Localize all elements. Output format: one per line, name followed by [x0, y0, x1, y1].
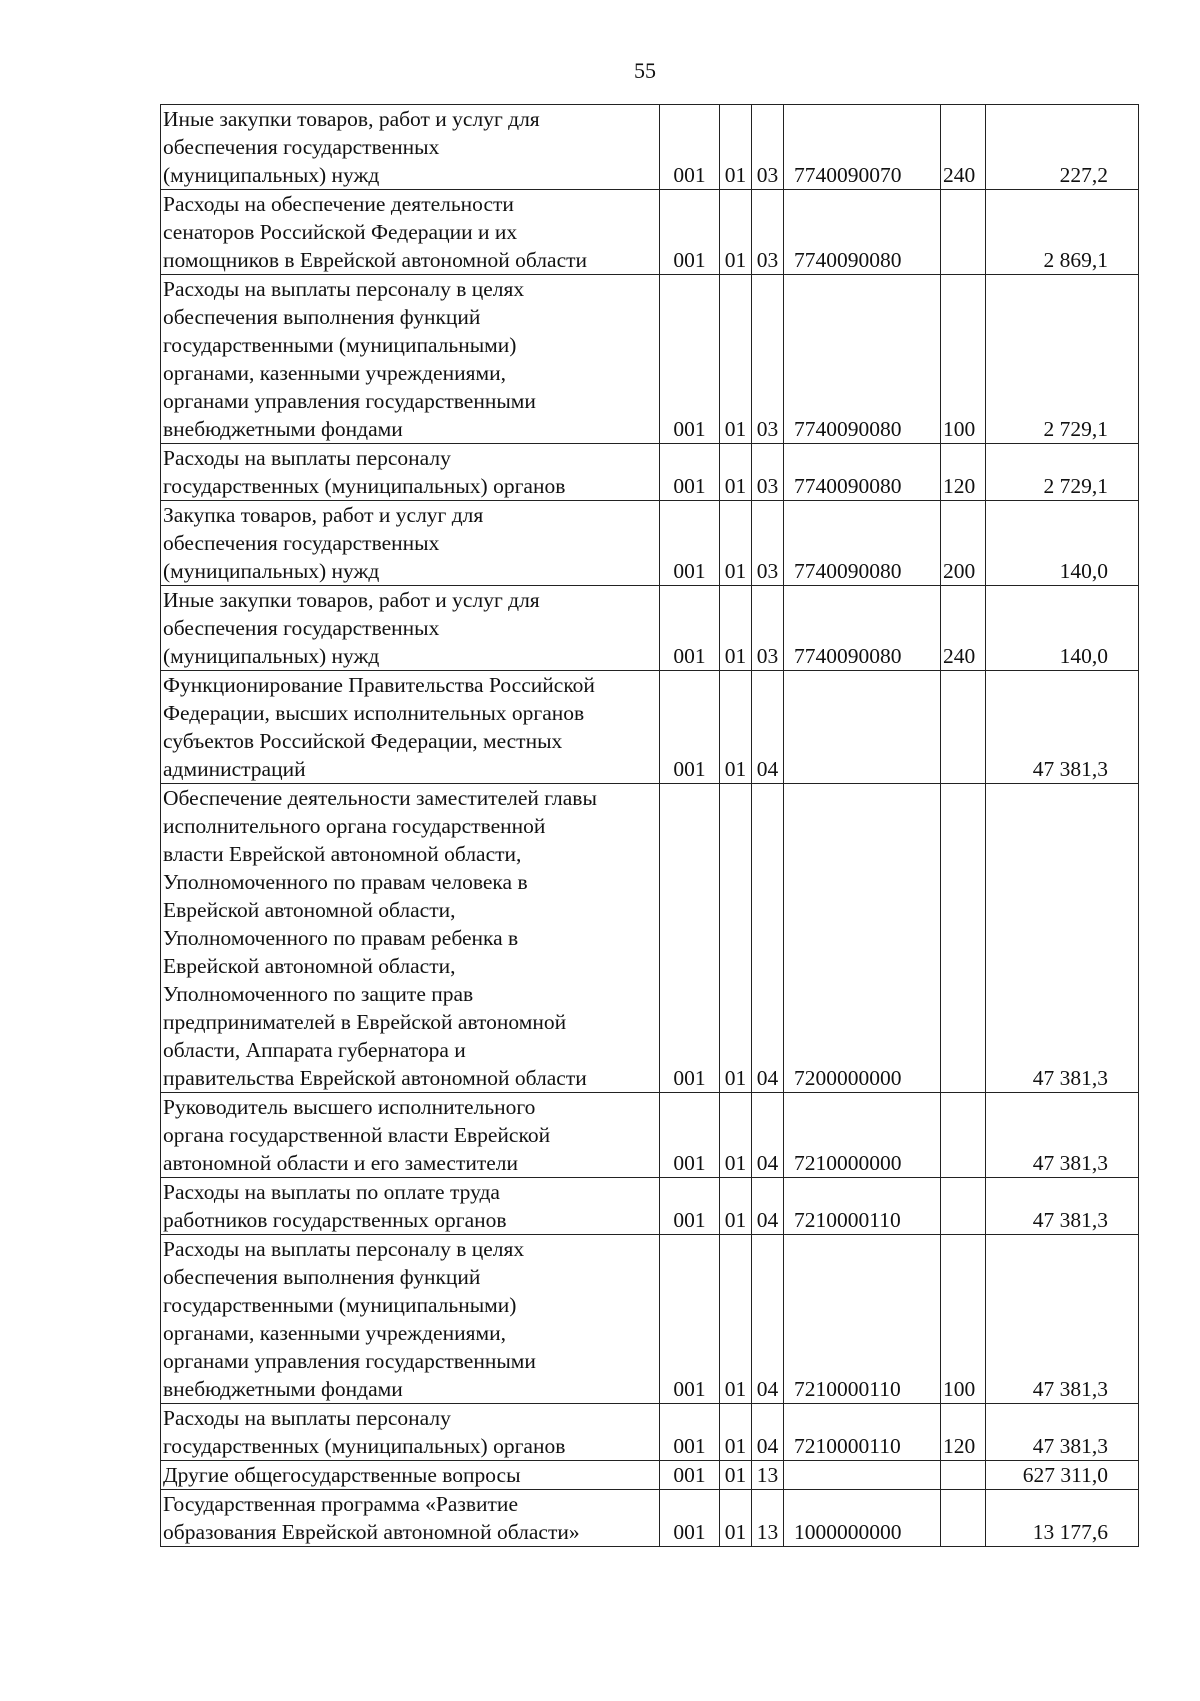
- expense-name-cell: [161, 586, 660, 671]
- grbs-code-cell: 001: [660, 105, 720, 190]
- amount-cell: 2 729,1: [986, 444, 1139, 501]
- expense-name-line: власти Еврейской автономной области,: [163, 842, 522, 866]
- table-row: [161, 1490, 1139, 1547]
- subsection-code-cell: 04: [752, 1093, 784, 1178]
- grbs-code-cell: 001: [660, 444, 720, 501]
- expense-name-line: обеспечения государственных: [163, 135, 440, 159]
- section-code-cell: 01: [720, 784, 752, 1093]
- amount-cell: 2 869,1: [986, 190, 1139, 275]
- target-article-cell: 7210000000: [784, 1093, 941, 1178]
- expense-name-line: правительства Еврейской автономной области: [163, 1066, 587, 1090]
- target-article-cell: 7210000110: [784, 1404, 941, 1461]
- expense-name-line: государственных (муниципальных) органов: [163, 1434, 566, 1458]
- expense-name-line: Функционирование Правительства Российской: [163, 673, 595, 697]
- subsection-code-cell: 04: [752, 1404, 784, 1461]
- expense-name-line: образования Еврейской автономной области»: [163, 1520, 580, 1544]
- subsection-code-cell: 03: [752, 275, 784, 444]
- target-article-cell: 7740090070: [784, 105, 941, 190]
- expense-type-cell: 100: [941, 275, 986, 444]
- expense-type-cell: [941, 1490, 986, 1547]
- section-code-cell: 01: [720, 1178, 752, 1235]
- expense-name-line: Расходы на выплаты по оплате труда: [163, 1180, 500, 1204]
- table-row: [161, 105, 1139, 190]
- expense-name-line: Государственная программа «Развитие: [163, 1492, 518, 1516]
- table-row: [161, 784, 1139, 1093]
- expense-type-cell: 100: [941, 1235, 986, 1404]
- amount-cell: 227,2: [986, 105, 1139, 190]
- expense-name-line: органами, казенными учреждениями,: [163, 361, 506, 385]
- expense-name-cell: [161, 501, 660, 586]
- section-code-cell: 01: [720, 586, 752, 671]
- expense-name-line: Расходы на выплаты персоналу: [163, 446, 451, 470]
- expense-type-cell: [941, 671, 986, 784]
- table-row: [161, 1404, 1139, 1461]
- grbs-code-cell: 001: [660, 501, 720, 586]
- expense-name-line: органами управления государственными: [163, 389, 536, 413]
- table-row: [161, 190, 1139, 275]
- table-row: [161, 1093, 1139, 1178]
- grbs-code-cell: 001: [660, 190, 720, 275]
- expense-name-line: Еврейской автономной области,: [163, 954, 456, 978]
- expense-name-line: Уполномоченного по правам человека в: [163, 870, 528, 894]
- section-code-cell: 01: [720, 671, 752, 784]
- section-code-cell: 01: [720, 105, 752, 190]
- expense-name-cell: [161, 1490, 660, 1547]
- amount-cell: 13 177,6: [986, 1490, 1139, 1547]
- expense-name-line: обеспечения государственных: [163, 616, 440, 640]
- expense-name-line: (муниципальных) нужд: [163, 163, 380, 187]
- expense-name-line: Обеспечение деятельности заместителей главы: [163, 786, 597, 810]
- expense-type-cell: [941, 1178, 986, 1235]
- expense-name-line: Еврейской автономной области,: [163, 898, 456, 922]
- expense-name-line: (муниципальных) нужд: [163, 559, 380, 583]
- amount-cell: 627 311,0: [986, 1461, 1139, 1490]
- table-row: [161, 444, 1139, 501]
- amount-cell: 47 381,3: [986, 784, 1139, 1093]
- expense-name-cell: [161, 1178, 660, 1235]
- expense-name-line: области, Аппарата губернатора и: [163, 1038, 466, 1062]
- expense-name-line: Другие общегосударственные вопросы: [163, 1463, 521, 1487]
- expense-name-line: внебюджетными фондами: [163, 417, 403, 441]
- target-article-cell: 7210000110: [784, 1235, 941, 1404]
- expense-name-cell: [161, 190, 660, 275]
- expense-name-line: Руководитель высшего исполнительного: [163, 1095, 536, 1119]
- table-row: [161, 275, 1139, 444]
- expense-name-line: Расходы на выплаты персоналу в целях: [163, 1237, 525, 1261]
- section-code-cell: 01: [720, 1461, 752, 1490]
- expense-name-line: (муниципальных) нужд: [163, 644, 380, 668]
- expense-name-line: органами управления государственными: [163, 1349, 536, 1373]
- expense-name-cell: [161, 275, 660, 444]
- amount-cell: 140,0: [986, 586, 1139, 671]
- section-code-cell: 01: [720, 1490, 752, 1547]
- expense-name-line: Расходы на выплаты персоналу: [163, 1406, 451, 1430]
- grbs-code-cell: 001: [660, 1490, 720, 1547]
- expense-type-cell: 120: [941, 1404, 986, 1461]
- expense-name-line: обеспечения государственных: [163, 531, 440, 555]
- expense-name-line: субъектов Российской Федерации, местных: [163, 729, 563, 753]
- subsection-code-cell: 04: [752, 1235, 784, 1404]
- expense-type-cell: 240: [941, 105, 986, 190]
- expense-name-cell: [161, 671, 660, 784]
- amount-cell: 47 381,3: [986, 1178, 1139, 1235]
- expense-name-line: исполнительного органа государственной: [163, 814, 546, 838]
- expense-name-line: обеспечения выполнения функций: [163, 305, 481, 329]
- expense-name-line: Уполномоченного по защите прав: [163, 982, 474, 1006]
- expense-name-cell: [161, 444, 660, 501]
- expense-name-line: сенаторов Российской Федерации и их: [163, 220, 518, 244]
- amount-cell: 47 381,3: [986, 671, 1139, 784]
- grbs-code-cell: 001: [660, 1404, 720, 1461]
- grbs-code-cell: 001: [660, 1461, 720, 1490]
- target-article-cell: 1000000000: [784, 1490, 941, 1547]
- expense-name-cell: [161, 1235, 660, 1404]
- section-code-cell: 01: [720, 501, 752, 586]
- expense-name-line: Федерации, высших исполнительных органов: [163, 701, 585, 725]
- amount-cell: 47 381,3: [986, 1235, 1139, 1404]
- budget-table: [160, 104, 1139, 1547]
- expense-name-cell: [161, 1093, 660, 1178]
- expense-name-line: Уполномоченного по правам ребенка в: [163, 926, 519, 950]
- section-code-cell: 01: [720, 275, 752, 444]
- target-article-cell: 7740090080: [784, 586, 941, 671]
- grbs-code-cell: 001: [660, 671, 720, 784]
- amount-cell: 47 381,3: [986, 1093, 1139, 1178]
- expense-type-cell: 240: [941, 586, 986, 671]
- amount-cell: 47 381,3: [986, 1404, 1139, 1461]
- grbs-code-cell: 001: [660, 1178, 720, 1235]
- target-article-cell: 7740090080: [784, 444, 941, 501]
- expense-type-cell: 120: [941, 444, 986, 501]
- expense-type-cell: [941, 1093, 986, 1178]
- target-article-cell: 7210000110: [784, 1178, 941, 1235]
- table-row: [161, 1461, 1139, 1490]
- section-code-cell: 01: [720, 1235, 752, 1404]
- target-article-cell: [784, 1461, 941, 1490]
- table-row: [161, 1235, 1139, 1404]
- expense-name-line: Иные закупки товаров, работ и услуг для: [163, 107, 540, 131]
- expense-name-cell: [161, 784, 660, 1093]
- expense-name-line: предпринимателей в Еврейской автономной: [163, 1010, 567, 1034]
- target-article-cell: 7740090080: [784, 190, 941, 275]
- expense-name-cell: [161, 1461, 660, 1490]
- target-article-cell: 7200000000: [784, 784, 941, 1093]
- expense-name-cell: [161, 1404, 660, 1461]
- expense-name-line: обеспечения выполнения функций: [163, 1265, 481, 1289]
- subsection-code-cell: 03: [752, 586, 784, 671]
- grbs-code-cell: 001: [660, 275, 720, 444]
- subsection-code-cell: 04: [752, 671, 784, 784]
- expense-name-line: автономной области и его заместители: [163, 1151, 519, 1175]
- subsection-code-cell: 03: [752, 190, 784, 275]
- expense-type-cell: 200: [941, 501, 986, 586]
- expense-name-line: органа государственной власти Еврейской: [163, 1123, 551, 1147]
- section-code-cell: 01: [720, 1093, 752, 1178]
- target-article-cell: 7740090080: [784, 501, 941, 586]
- budget-table-body: [161, 105, 1139, 1547]
- subsection-code-cell: 04: [752, 784, 784, 1093]
- section-code-cell: 01: [720, 190, 752, 275]
- table-row: [161, 1178, 1139, 1235]
- expense-name-line: помощников в Еврейской автономной области: [163, 248, 588, 272]
- target-article-cell: [784, 671, 941, 784]
- grbs-code-cell: 001: [660, 1093, 720, 1178]
- grbs-code-cell: 001: [660, 586, 720, 671]
- expense-name-line: Иные закупки товаров, работ и услуг для: [163, 588, 540, 612]
- section-code-cell: 01: [720, 1404, 752, 1461]
- expense-name-line: государственными (муниципальными): [163, 1293, 517, 1317]
- amount-cell: 140,0: [986, 501, 1139, 586]
- subsection-code-cell: 03: [752, 105, 784, 190]
- subsection-code-cell: 03: [752, 501, 784, 586]
- grbs-code-cell: 001: [660, 1235, 720, 1404]
- subsection-code-cell: 13: [752, 1461, 784, 1490]
- expense-name-line: внебюджетными фондами: [163, 1377, 403, 1401]
- expense-name-line: Расходы на обеспечение деятельности: [163, 192, 514, 216]
- expense-name-line: государственных (муниципальных) органов: [163, 474, 566, 498]
- section-code-cell: 01: [720, 444, 752, 501]
- table-row: [161, 586, 1139, 671]
- expense-name-line: Закупка товаров, работ и услуг для: [163, 503, 484, 527]
- page-number: 55: [634, 58, 656, 83]
- expense-name-cell: [161, 105, 660, 190]
- expense-name-line: работников государственных органов: [163, 1208, 507, 1232]
- grbs-code-cell: 001: [660, 784, 720, 1093]
- table-row: [161, 501, 1139, 586]
- expense-name-line: администраций: [163, 757, 306, 781]
- subsection-code-cell: 03: [752, 444, 784, 501]
- target-article-cell: 7740090080: [784, 275, 941, 444]
- expense-name-line: государственными (муниципальными): [163, 333, 517, 357]
- expense-type-cell: [941, 1461, 986, 1490]
- table-row: [161, 671, 1139, 784]
- subsection-code-cell: 13: [752, 1490, 784, 1547]
- amount-cell: 2 729,1: [986, 275, 1139, 444]
- expense-type-cell: [941, 784, 986, 1093]
- subsection-code-cell: 04: [752, 1178, 784, 1235]
- expense-name-line: Расходы на выплаты персоналу в целях: [163, 277, 525, 301]
- expense-type-cell: [941, 190, 986, 275]
- expense-name-line: органами, казенными учреждениями,: [163, 1321, 506, 1345]
